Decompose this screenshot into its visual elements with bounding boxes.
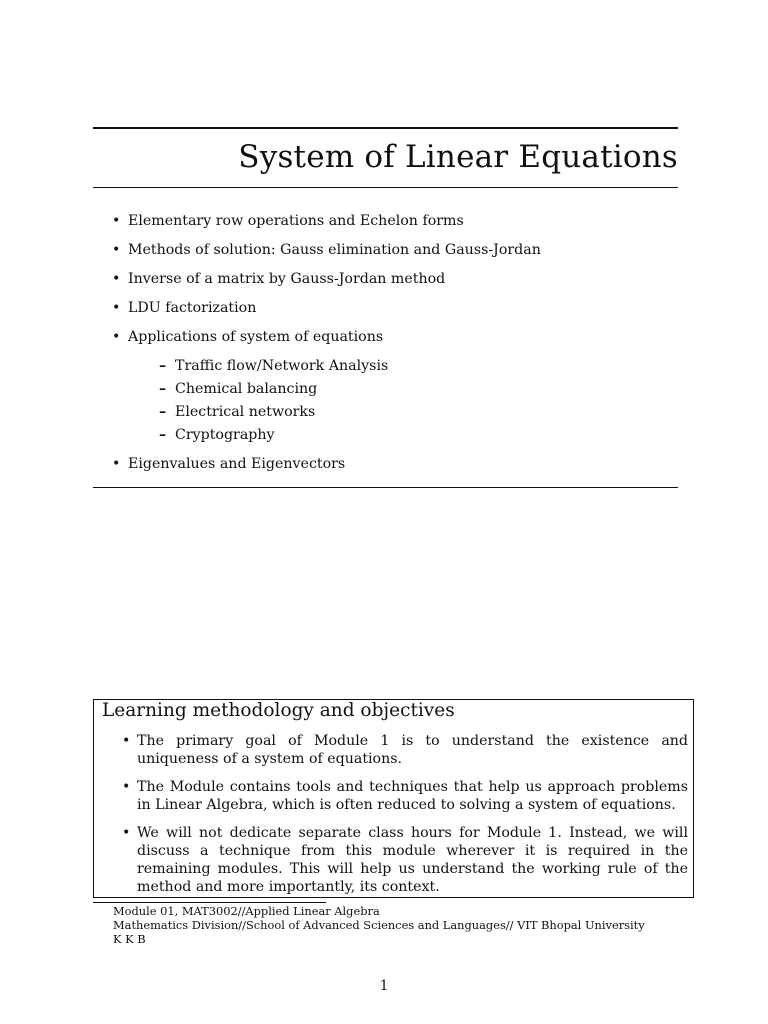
page-title: System of Linear Equations — [238, 139, 678, 175]
sublist-item: – Electrical networks — [159, 403, 541, 421]
applications-sublist — [128, 357, 541, 444]
footnote-line: Module 01, MAT3002//Applied Linear Algebra — [113, 904, 380, 918]
list-item: • Methods of solution: Gauss elimination and Gauss-Jordan — [112, 241, 541, 259]
title-rule — [93, 187, 678, 188]
footnote — [113, 904, 645, 946]
topic-list — [112, 212, 541, 484]
page-number: 1 — [379, 978, 389, 994]
objective-item: • The primary goal of Module 1 is to understand the existence and uniqueness of a system of equations. — [122, 732, 688, 768]
sublist-item: – Cryptography — [159, 426, 541, 444]
objectives-list — [122, 732, 688, 906]
objectives-heading: Learning methodology and objectives — [102, 700, 455, 721]
list-item: • Inverse of a matrix by Gauss-Jordan method — [112, 270, 541, 288]
objective-item: • The Module contains tools and techniques that help us approach problems in Linear Algebra, which is often reduced to solving a system of equations. — [122, 778, 688, 814]
sublist-item: – Traffic flow/Network Analysis — [159, 357, 541, 375]
list-item: • Elementary row operations and Echelon forms — [112, 212, 541, 230]
footnote-line: K K B — [113, 932, 146, 946]
list-item: • LDU factorization — [112, 299, 541, 317]
objective-item: • We will not dedicate separate class hours for Module 1. Instead, we will discuss a technique from this module wherever it is required in the remaining modules. This will help us understand the working rule of the method and more importantly, its context. — [122, 824, 688, 896]
list-item: • Eigenvalues and Eigenvectors — [112, 455, 541, 473]
list-item-label: Applications of system of equations — [128, 329, 384, 345]
objectives-box — [93, 699, 694, 898]
sublist-item: – Chemical balancing — [159, 380, 541, 398]
bottom-rule — [93, 487, 678, 488]
footnote-rule — [93, 902, 326, 903]
list-item-applications — [112, 328, 541, 444]
top-rule — [93, 127, 678, 129]
footnote-line: Mathematics Division//School of Advanced Sciences and Languages// VIT Bhopal University — [113, 918, 645, 932]
